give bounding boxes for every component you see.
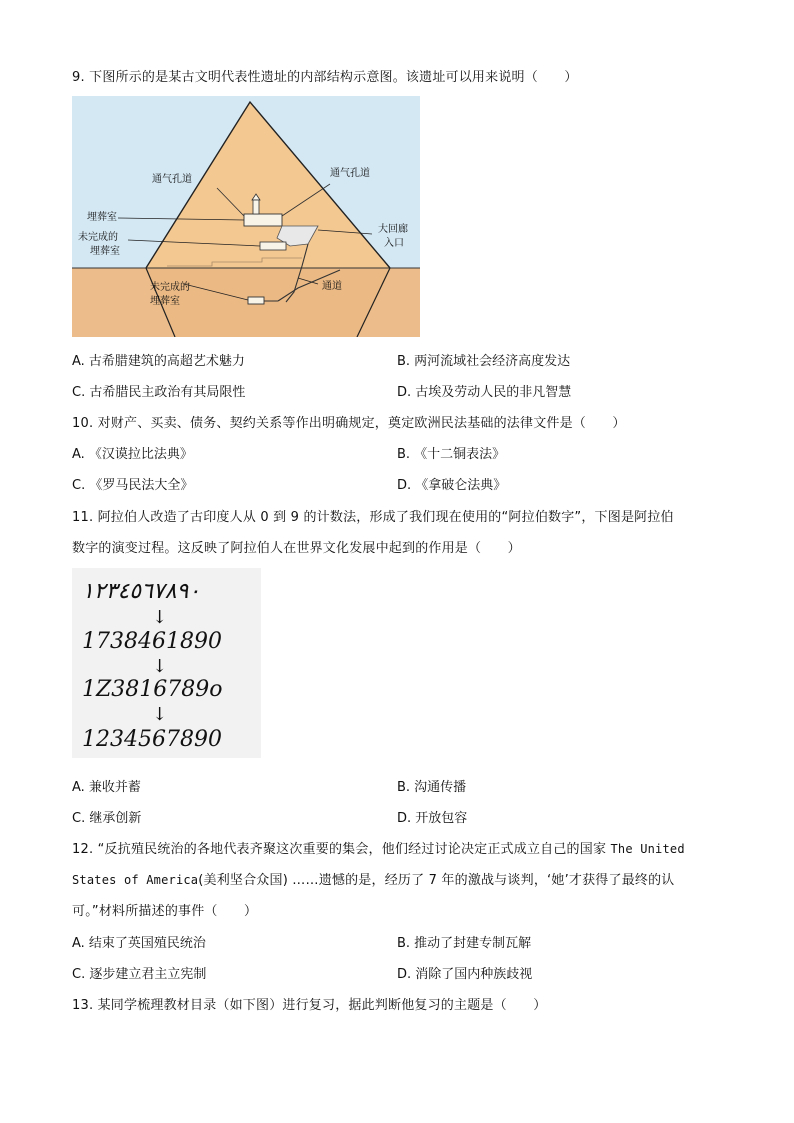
numeral-row-arabic: ١٢٣٤٥٦٧٨٩٠	[82, 579, 201, 604]
q9-option-c[interactable]: C. 古希腊民主政治有其局限性	[72, 385, 246, 400]
q12-line1-text: 12. “反抗殖民统治的各地代表齐聚这次重要的集会，他们经过讨论决定正式成立自己的国家	[72, 842, 607, 857]
queens-chamber	[260, 242, 286, 250]
arrow-2: ↓	[152, 656, 168, 677]
q9-option-b[interactable]: B. 两河流域社会经济高度发达	[397, 354, 571, 369]
q10-option-a[interactable]: A. 《汉谟拉比法典》	[72, 447, 193, 462]
label-unfinished-2b: 埋葬室	[150, 296, 180, 307]
label-gallery-a: 大回廊	[378, 224, 408, 235]
subterranean-chamber	[248, 297, 264, 304]
q12-line1-english: The United	[610, 842, 685, 856]
question-13-stem: 13. 某同学梳理教材目录（如下图）进行复习，据此判断他复习的主题是（ ）	[72, 998, 547, 1013]
q11-option-c[interactable]: C. 继承创新	[72, 811, 142, 826]
question-11-stem-line2: 数字的演变过程。这反映了阿拉伯人在世界文化发展中起到的作用是（ ）	[72, 541, 521, 556]
label-unfinished-2a: 未完成的	[150, 282, 190, 293]
label-burial-chamber: 埋葬室	[87, 212, 117, 223]
q12-option-c[interactable]: C. 逐步建立君主立宪制	[72, 967, 207, 982]
numeral-row-modern: 1234567890	[82, 727, 222, 752]
numeral-row-2: 1738461890	[82, 629, 222, 654]
q9-option-a[interactable]: A. 古希腊建筑的高超艺术魅力	[72, 354, 245, 369]
q10-option-c[interactable]: C. 《罗马民法大全》	[72, 478, 194, 493]
q11-option-b[interactable]: B. 沟通传播	[397, 780, 467, 795]
q12-option-d[interactable]: D. 消除了国内种族歧视	[397, 967, 533, 982]
q11-option-d[interactable]: D. 开放包容	[397, 811, 468, 826]
pyramid-structure-diagram	[72, 96, 420, 337]
q12-option-a[interactable]: A. 结束了英国殖民统治	[72, 936, 206, 951]
label-unfinished-1b: 埋葬室	[90, 246, 120, 257]
question-11-stem-line1: 11. 阿拉伯人改造了古印度人从 0 到 9 的计数法，形成了我们现在使用的“阿拉伯数字”，下图是阿拉伯	[72, 510, 674, 525]
label-vent-right: 通气孔道	[330, 168, 370, 179]
kings-chamber	[244, 214, 282, 226]
numeral-evolution-figure	[72, 568, 261, 758]
pyramid-base	[146, 268, 390, 337]
q11-option-a[interactable]: A. 兼收并蓄	[72, 780, 141, 795]
q12-line2-english: States of America	[72, 873, 199, 887]
q10-option-b[interactable]: B. 《十二铜表法》	[397, 447, 506, 462]
q9-option-d[interactable]: D. 古埃及劳动人民的非凡智慧	[397, 385, 572, 400]
label-unfinished-1a: 未完成的	[78, 232, 118, 243]
question-12-stem-line3: 可。”材料所描述的事件（ ）	[72, 904, 258, 919]
question-12-stem-line2	[72, 869, 675, 888]
q12-line2-text: (美利坚合众国) ……遗憾的是，经历了 7 年的激战与谈判，‘她’才获得了最终的认	[198, 873, 675, 888]
question-9-stem: 9. 下图所示的是某古文明代表性遗址的内部结构示意图。该遗址可以用来说明（ ）	[72, 70, 578, 85]
arrow-1: ↓	[152, 607, 168, 628]
question-12-stem-line1	[72, 838, 685, 857]
label-vent-left: 通气孔道	[152, 174, 192, 185]
label-passage: 通道	[322, 281, 342, 292]
numeral-row-3: 1Z3816789o	[82, 677, 223, 702]
q12-option-b[interactable]: B. 推动了封建专制瓦解	[397, 936, 532, 951]
label-gallery-b: 入口	[384, 238, 404, 249]
question-10-stem: 10. 对财产、买卖、债务、契约关系等作出明确规定，奠定欧洲民法基础的法律文件是（ ）	[72, 416, 626, 431]
q10-option-d[interactable]: D. 《拿破仑法典》	[397, 478, 507, 493]
arrow-3: ↓	[152, 704, 168, 725]
